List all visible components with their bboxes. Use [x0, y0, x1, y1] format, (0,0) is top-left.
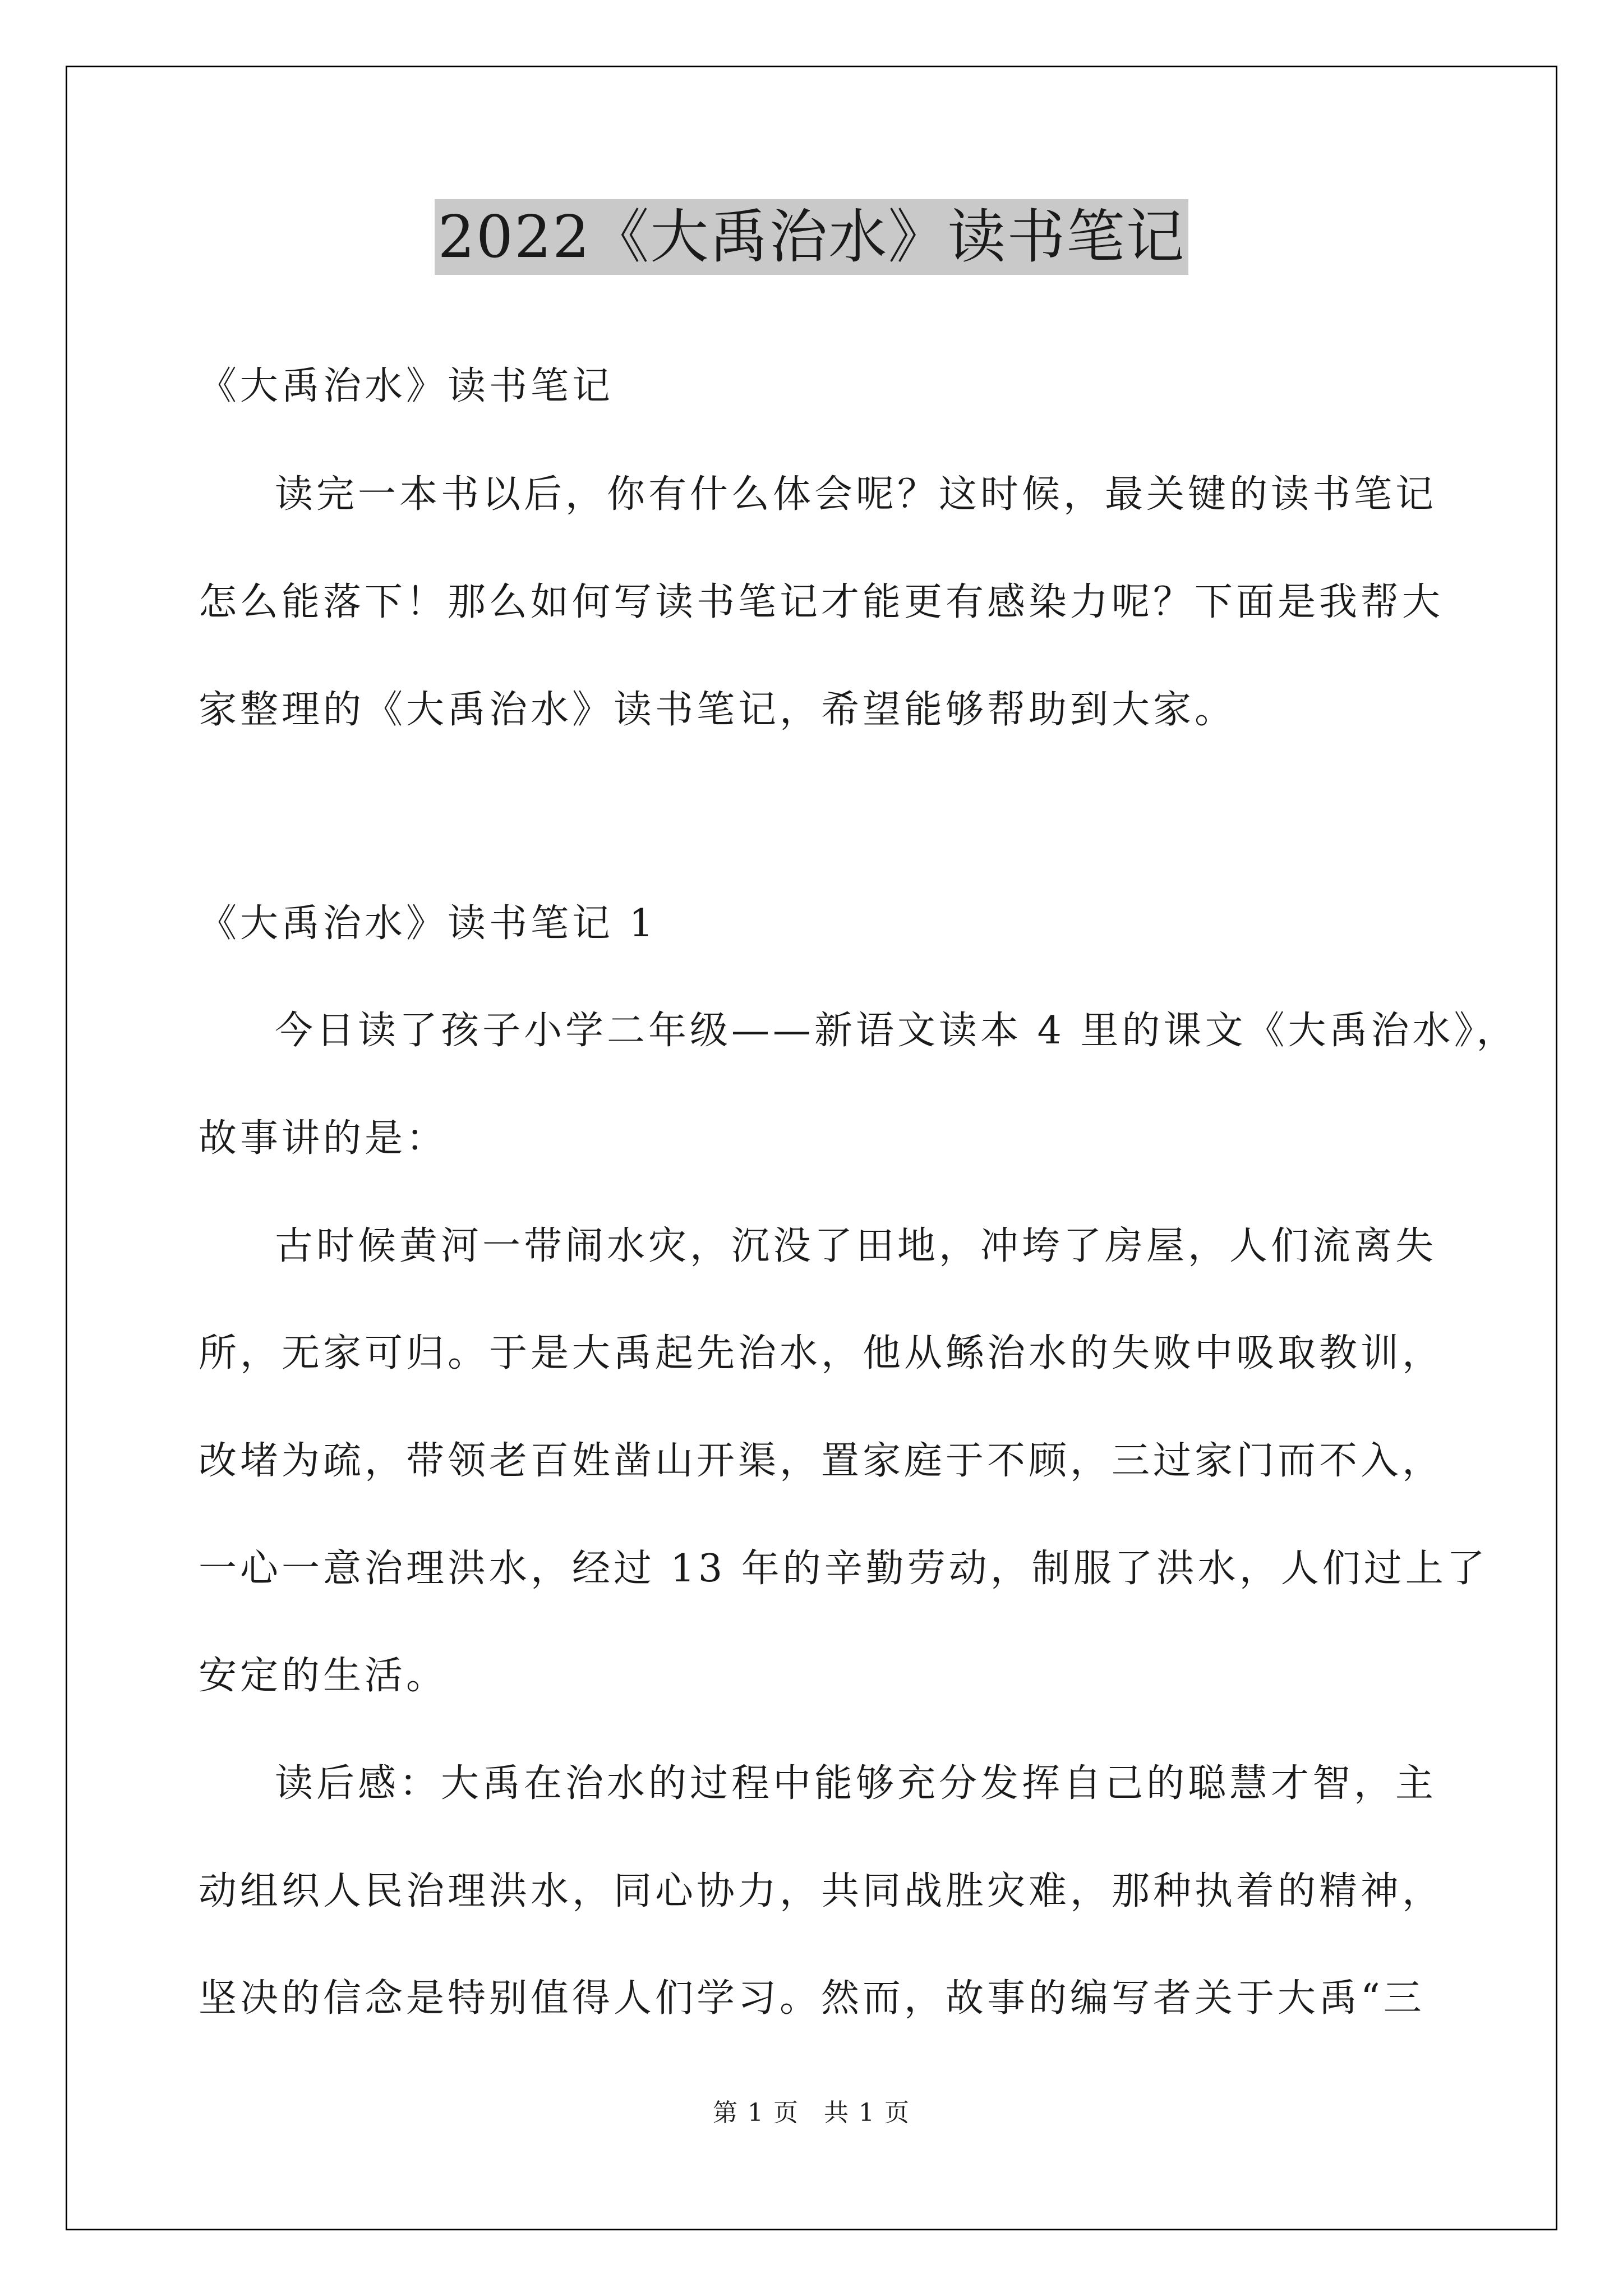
- paragraph-line: 所，无家可归。于是大禹起先治水，他从鲧治水的失败中吸取教训，: [199, 1331, 1444, 1375]
- paragraph-line: 改堵为疏，带领老百姓凿山开渠，置家庭于不顾，三过家门而不入，: [199, 1439, 1444, 1483]
- title-container: [0, 199, 1623, 275]
- section-heading: 《大禹治水》读书笔记 1: [199, 901, 657, 946]
- paragraph-line: 故事讲的是：: [199, 1116, 448, 1161]
- paragraph-line: 动组织人民治理洪水，同心协力，共同战胜灾难，那种执着的精神，: [199, 1869, 1444, 1913]
- paragraph-line: 一心一意治理洪水，经过 13 年的辛勤劳动，制服了洪水，人们过上了: [199, 1547, 1488, 1591]
- paragraph-line: 安定的生活。: [199, 1654, 448, 1698]
- paragraph-line: 今日读了孩子小学二年级——新语文读本 4 里的课文《大禹治水》，: [275, 1009, 1518, 1053]
- document-subtitle: 《大禹治水》读书笔记: [199, 364, 614, 408]
- paragraph-line: 古时候黄河一带闹水灾，沉没了田地，冲垮了房屋，人们流离失: [275, 1224, 1437, 1268]
- document-title: 2022《大禹治水》读书笔记: [435, 199, 1189, 275]
- paragraph-line: 读后感：大禹在治水的过程中能够充分发挥自己的聪慧才智，主: [275, 1761, 1437, 1806]
- page-total: 共 1 页: [824, 2099, 910, 2127]
- intro-line: 怎么能落下！那么如何写读书笔记才能更有感染力呢？下面是我帮大: [199, 580, 1444, 624]
- intro-line: 读完一本书以后，你有什么体会呢？这时候，最关键的读书笔记: [275, 472, 1437, 517]
- page-number: 第 1 页: [713, 2099, 799, 2127]
- paragraph-line: 坚决的信念是特别值得人们学习。然而，故事的编写者关于大禹“三: [199, 1976, 1425, 2021]
- intro-line: 家整理的《大禹治水》读书笔记，希望能够帮助到大家。: [199, 688, 1237, 732]
- page-footer: [0, 2092, 1623, 2128]
